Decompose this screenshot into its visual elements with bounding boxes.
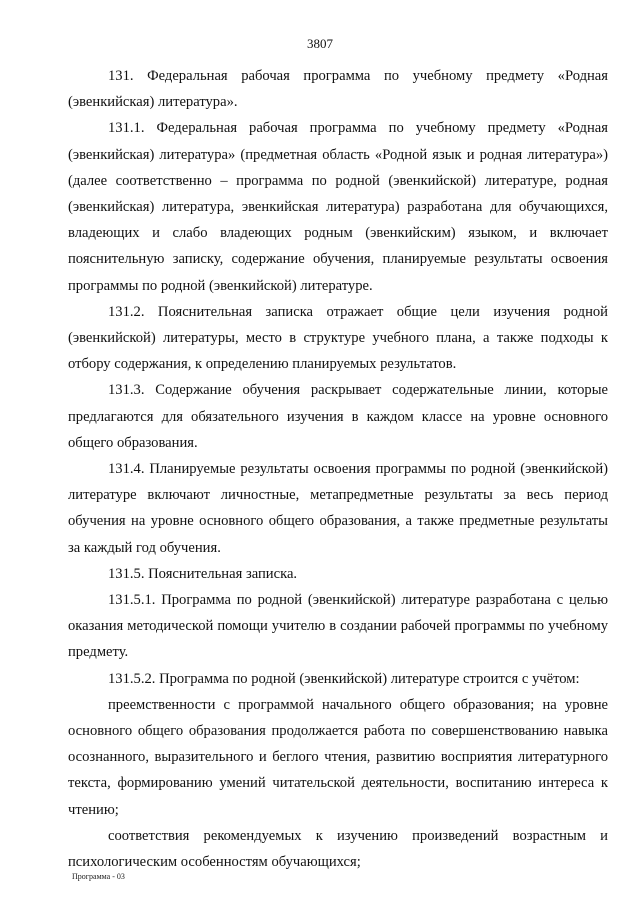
paragraph-131-4: 131.4. Планируемые результаты освоения программы по родной (эвенкийской) литературе включают личностные, метапредметные результаты за весь период обучения на уровне основного общего образования, а также предметные результаты за каждый год обучения. bbox=[68, 461, 608, 556]
list-item-continuity: преемственности с программой начального общего образования; на уровне основного общего образования продолжается работа по совершенствованию навыка осознанного, выразительного и беглого чтения, развитию восприятия литературного текста, формированию умений читательской деятельности, воспитанию интереса к чтению; bbox=[68, 696, 608, 818]
paragraph-131-5: 131.5. Пояснительная записка. bbox=[108, 565, 298, 582]
paragraph-131-1: 131.1. Федеральная рабочая программа по учебному предмету «Родная (эвенкийская) литература» (предметная область «Родной язык и родная литература») (далее соответственно – программа по родной (эвенкийской) литературе, родная (эвенкийская) литература, эвенкийская литература) разработана для обучающихся, владеющих и слабо владеющих родным (эвенкийским) языком, и включает пояснительную записку, содержание обучения, планируемые результаты освоения программы по родной (эвенкийской) литературе. bbox=[68, 120, 608, 294]
footer-label: Программа - 03 bbox=[72, 872, 125, 881]
paragraph-131-2: 131.2. Пояснительная записка отражает общие цели изучения родной (эвенкийской) литературы, место в структуре учебного плана, а также подходы к отбору содержания, к определению планируемых результатов. bbox=[68, 303, 608, 373]
page-number: 3807 bbox=[307, 36, 333, 51]
paragraph-131-5-2: 131.5.2. Программа по родной (эвенкийской) литературе строится с учётом: bbox=[108, 670, 580, 687]
document-body bbox=[68, 63, 608, 875]
list-item-age-appropriateness: соответствия рекомендуемых к изучению произведений возрастным и психологическим особенностям обучающихся; bbox=[68, 827, 608, 871]
paragraph-131-5-1: 131.5.1. Программа по родной (эвенкийской) литературе разработана с целью оказания методической помощи учителю в создании рабочей программы по учебному предмету. bbox=[68, 592, 608, 661]
paragraph-131-title: 131. Федеральная рабочая программа по учебному предмету «Родная (эвенкийская) литература». bbox=[68, 68, 608, 111]
paragraph-131-3: 131.3. Содержание обучения раскрывает содержательные линии, которые предлагаются для обязательного изучения в каждом классе на уровне основного общего образования. bbox=[68, 382, 608, 451]
